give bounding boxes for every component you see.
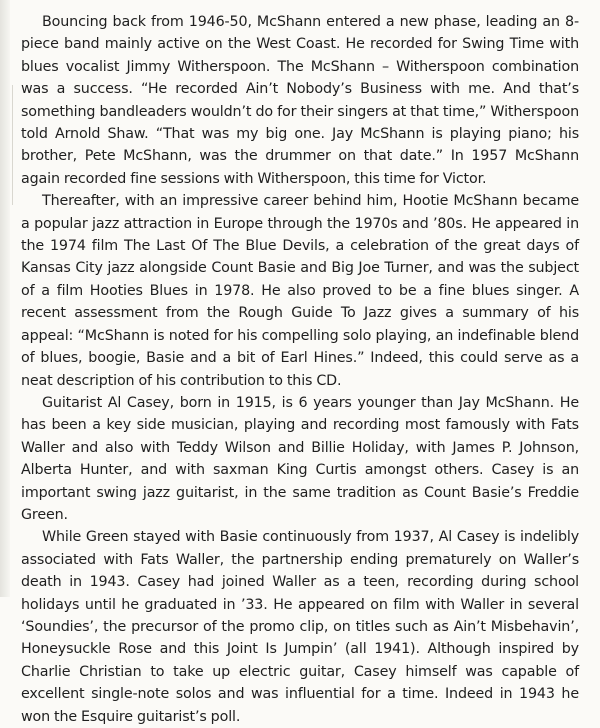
margin-rule [12,85,13,205]
paragraph-2: Thereafter, with an impressive career behind him, Hootie McShann became a popular jazz attraction in Europe through the 1970s and ’80s. He appeared in the 1974 film The Last Of The Blue Devils, a celebration of the great days of Kansas City jazz alongside Count Basie and Big Joe Turner, and was the subject of a film Hooties Blues in 1978. He also proved to be a fine blues singer. A recent assessment from the Rough Guide To Jazz gives a summary of his appeal: “McShann is noted for his compelling solo playing, an indefinable blend of blues, boogie, Basie and a bit of Earl Hines.” Indeed, this could serve as a neat description of his contribution to this CD. [21,193,579,389]
body-text [21,11,579,728]
paragraph-1: Bouncing back from 1946-50, McShann entered a new phase, leading an 8-piece band mainly active on the West Coast. He recorded for Swing Time with blues vocalist Jimmy Witherspoon. The McShann – Witherspoon combination was a success. “He recorded Ain’t Nobody’s Business with me. And that’s something bandleaders wouldn’t do for their singers at that time,” Witherspoon told Arnold Shaw. “That was my big one. Jay McShann is playing piano; his brother, Pete McShann, was the drummer on that date.” In 1957 McShann again recorded fine sessions with Witherspoon, this time for Victor. [21,14,579,187]
paragraph-4: While Green stayed with Basie continuously from 1937, Al Casey is indelibly associated with Fats Waller, the partnership ending prematurely on Waller’s death in 1943. Casey had joined Waller as a teen, recording during school holidays until he graduated in ’33. He appeared on film with Waller in several ‘Soundies’, the precursor of the promo clip, on titles such as Ain’t Misbehavin’, Honeysuckle Rose and this Joint Is Jumpin’ (all 1941). Although inspired by Charlie Christian to take up electric guitar, Casey himself was capable of excellent single-note solos and was influential for a time. Indeed in 1943 he won the Esquire guitarist’s poll. [21,529,579,725]
paragraph-3: Guitarist Al Casey, born in 1915, is 6 years younger than Jay McShann. He has been a key side musician, playing and recording most famously with Fats Waller and also with Teddy Wilson and Billie Holiday, with James P. Johnson, Alberta Hunter, and with saxman King Curtis amongst others. Casey is an important swing jazz guitarist, in the same tradition as Count Basie’s Freddie Green. [21,394,579,523]
page-edge-shadow [0,0,10,597]
